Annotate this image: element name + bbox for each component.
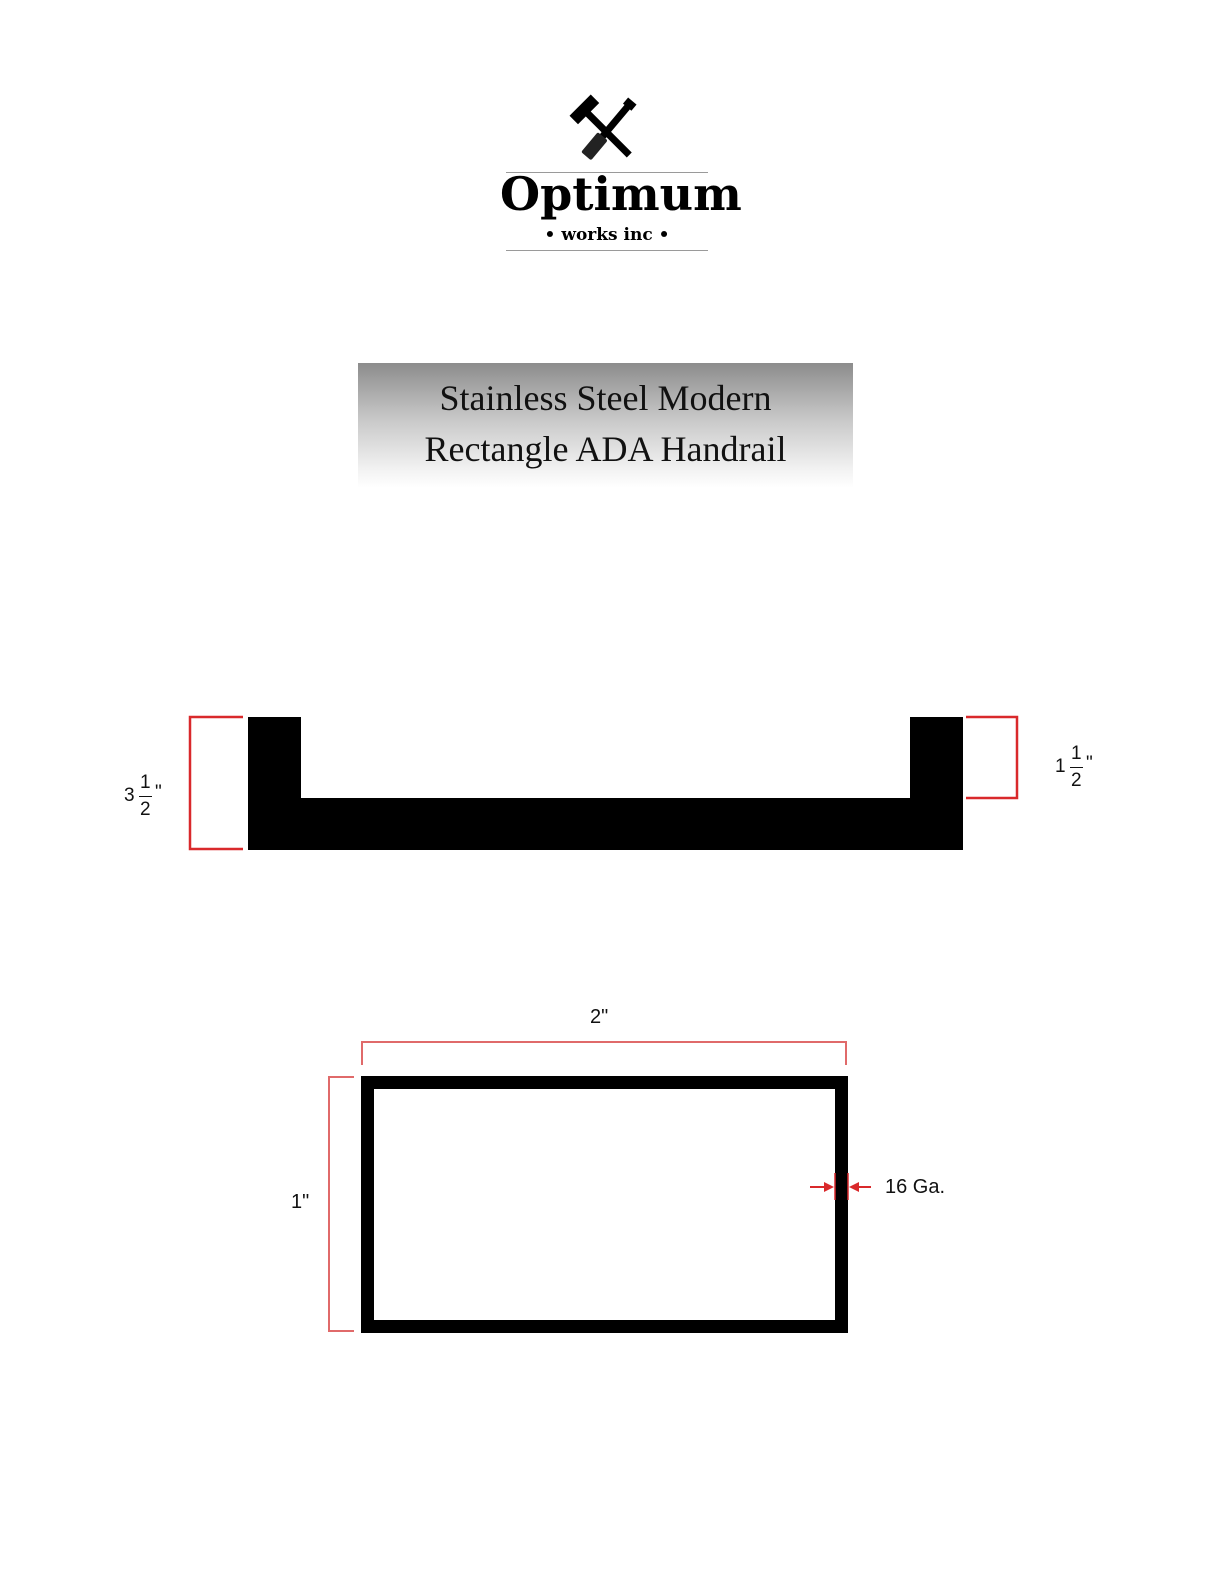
right-height-label bbox=[1055, 743, 1099, 793]
left-height-label bbox=[124, 772, 168, 822]
left-height-denominator: 2 bbox=[140, 799, 151, 820]
side-view-diagram bbox=[0, 700, 1216, 870]
left-dimension-bracket bbox=[190, 717, 243, 849]
title-banner bbox=[358, 363, 853, 488]
title-line-2: Rectangle ADA Handrail bbox=[424, 429, 787, 469]
right-height-whole: 1 bbox=[1055, 756, 1066, 777]
handrail-profile bbox=[248, 717, 963, 850]
width-label: 2" bbox=[590, 1006, 609, 1028]
gauge-label: 16 Ga. bbox=[885, 1176, 946, 1198]
logo-brand-name: Optimum bbox=[500, 167, 742, 221]
right-height-denominator: 2 bbox=[1071, 770, 1082, 791]
left-height-unit: " bbox=[155, 782, 162, 803]
logo-tagline: • works inc • bbox=[544, 225, 670, 245]
right-dimension-bracket bbox=[966, 717, 1017, 798]
fraction-bar bbox=[1070, 767, 1083, 768]
cross-section-diagram bbox=[0, 1020, 1216, 1350]
company-logo bbox=[500, 92, 742, 254]
height-label: 1" bbox=[291, 1191, 310, 1213]
left-height-numerator: 1 bbox=[140, 772, 151, 793]
title-line-1: Stainless Steel Modern bbox=[439, 378, 772, 418]
left-height-whole: 3 bbox=[124, 785, 135, 806]
logo-bottom-rule bbox=[506, 250, 708, 251]
height-dimension-line bbox=[329, 1077, 354, 1331]
fraction-bar bbox=[139, 796, 152, 797]
right-height-numerator: 1 bbox=[1071, 743, 1082, 764]
crossed-tools-icon bbox=[557, 92, 657, 166]
rectangular-tube-section bbox=[368, 1083, 842, 1327]
right-height-unit: " bbox=[1086, 753, 1093, 774]
width-dimension-line bbox=[362, 1042, 846, 1065]
